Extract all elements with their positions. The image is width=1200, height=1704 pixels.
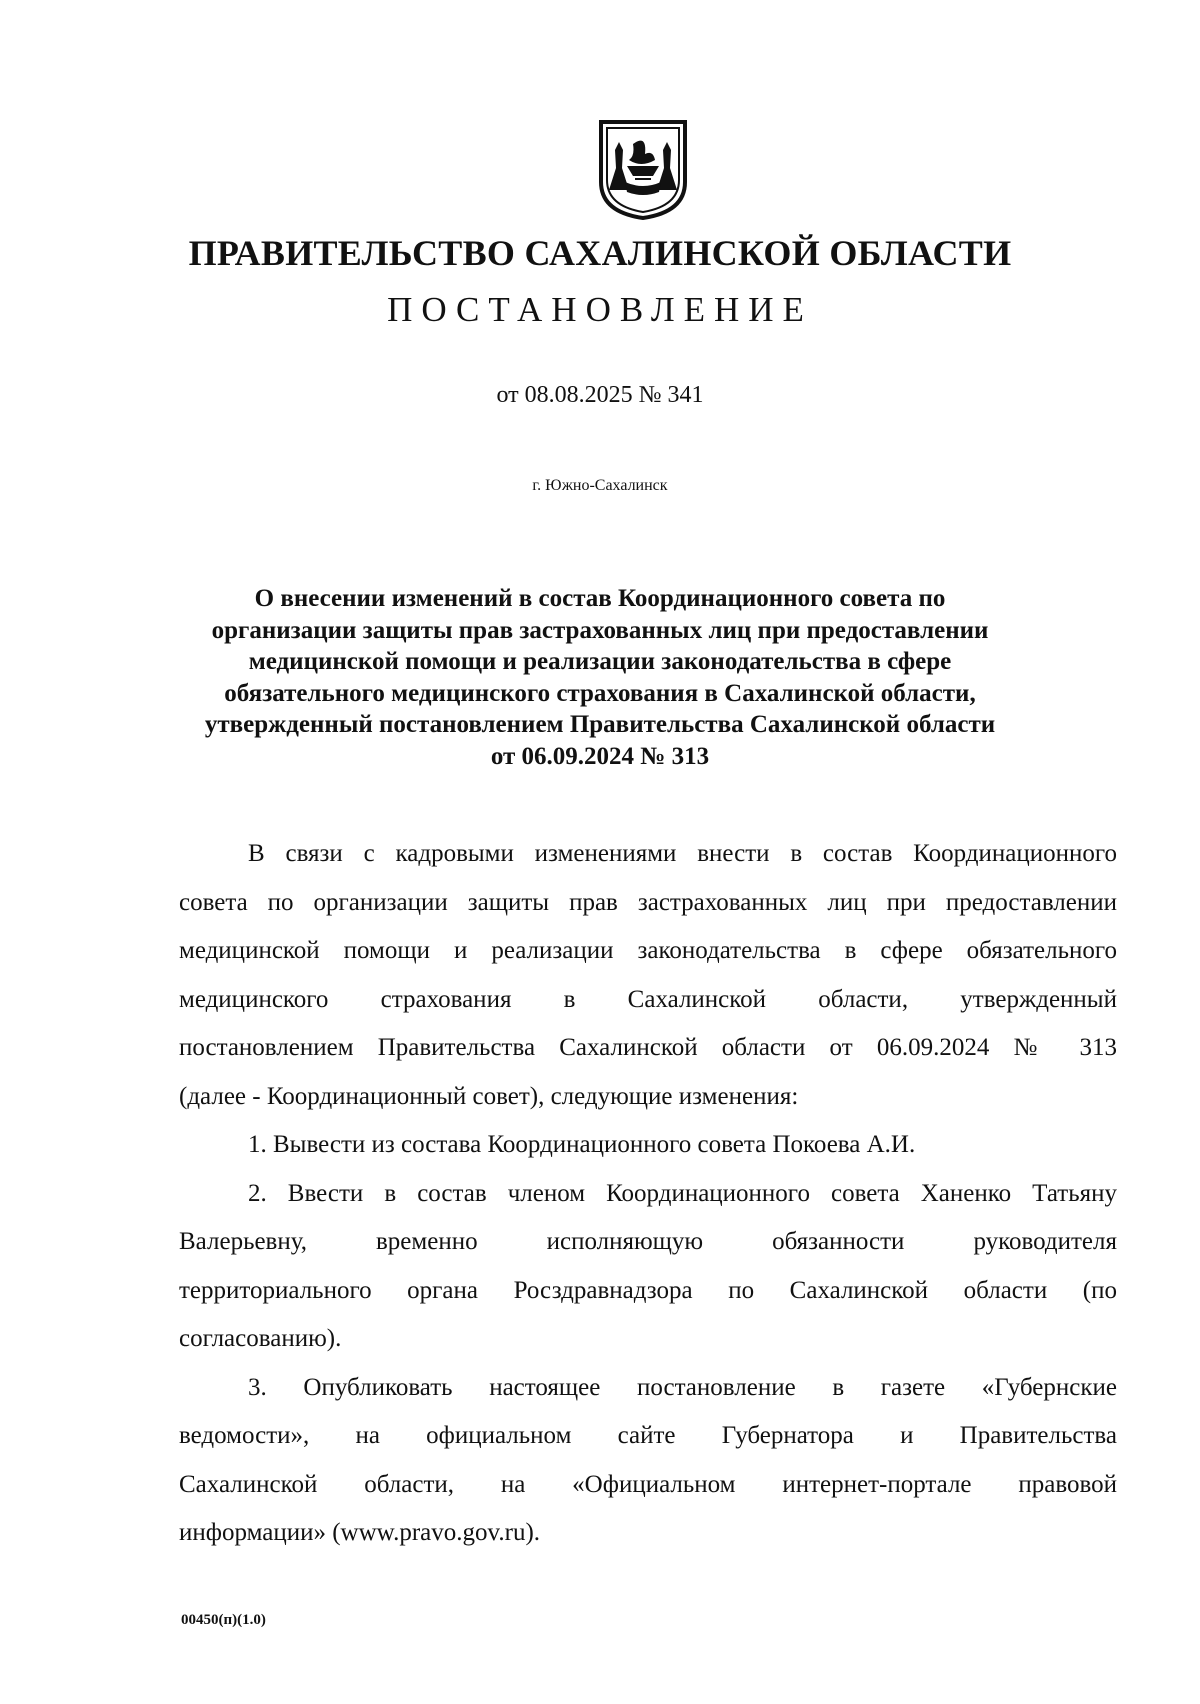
subject-line: О внесении изменений в состав Координационного совета по [254,585,946,612]
government-title: ПРАВИТЕЛЬСТВО САХАЛИНСКОЙ ОБЛАСТИ [188,233,1012,273]
document-date-number: от 08.08.2025 № 341 [496,382,704,408]
subject-line: утвержденный постановлением Правительства Сахалинской области [204,711,996,738]
body-line: Сахалинской области, на «Официальном интернет-портале правовой [179,1470,1117,1498]
document-subject [200,583,1000,772]
body-line: ведомости», на официальном сайте Губернатора и Правительства [179,1422,1117,1449]
body-item-2: 2. Ввести в состав членом Координационного совета Ханенко Татьяну [248,1179,1117,1207]
body-line: информации» (www.pravo.gov.ru). [179,1519,541,1546]
document-body [179,830,1117,1558]
body-line: (далее - Координационный совет), следующие изменения: [179,1082,799,1110]
subject-line: медицинской помощи и реализации законодательства в сфере [248,648,952,675]
body-line: медицинского страхования в Сахалинской области, утвержденный [179,985,1117,1013]
subject-line: обязательного медицинского страхования в Сахалинской области, [224,679,976,707]
body-line: согласованию). [179,1325,342,1352]
body-line: Валерьевну, временно исполняющую обязанности руководителя [179,1228,1117,1255]
body-line: В связи с кадровыми изменениями внести в состав Координационного [248,840,1117,867]
document-city: г. Южно-Сахалинск [532,477,668,494]
form-code: 00450(п)(1.0) [181,1612,266,1628]
body-line: совета по организации защиты прав застрахованных лиц при предоставлении [179,888,1117,916]
body-line: постановлением Правительства Сахалинской области от 06.09.2024 № 313 [179,1034,1117,1061]
coat-of-arms-icon [595,120,691,220]
subject-line: от 06.09.2024 № 313 [490,742,710,770]
body-line: территориального органа Росздравнадзора по Сахалинской области (по [179,1276,1117,1304]
document-type: ПОСТАНОВЛЕНИЕ [387,290,813,329]
body-item-3: 3. Опубликовать настоящее постановление в газете «Губернские [248,1373,1117,1401]
subject-line: организации защиты прав застрахованных лиц при предоставлении [211,616,989,644]
body-line: медицинской помощи и реализации законодательства в сфере обязательного [179,937,1117,964]
body-item-1: 1. Вывести из состава Координационного совета Покоева А.И. [248,1131,916,1158]
